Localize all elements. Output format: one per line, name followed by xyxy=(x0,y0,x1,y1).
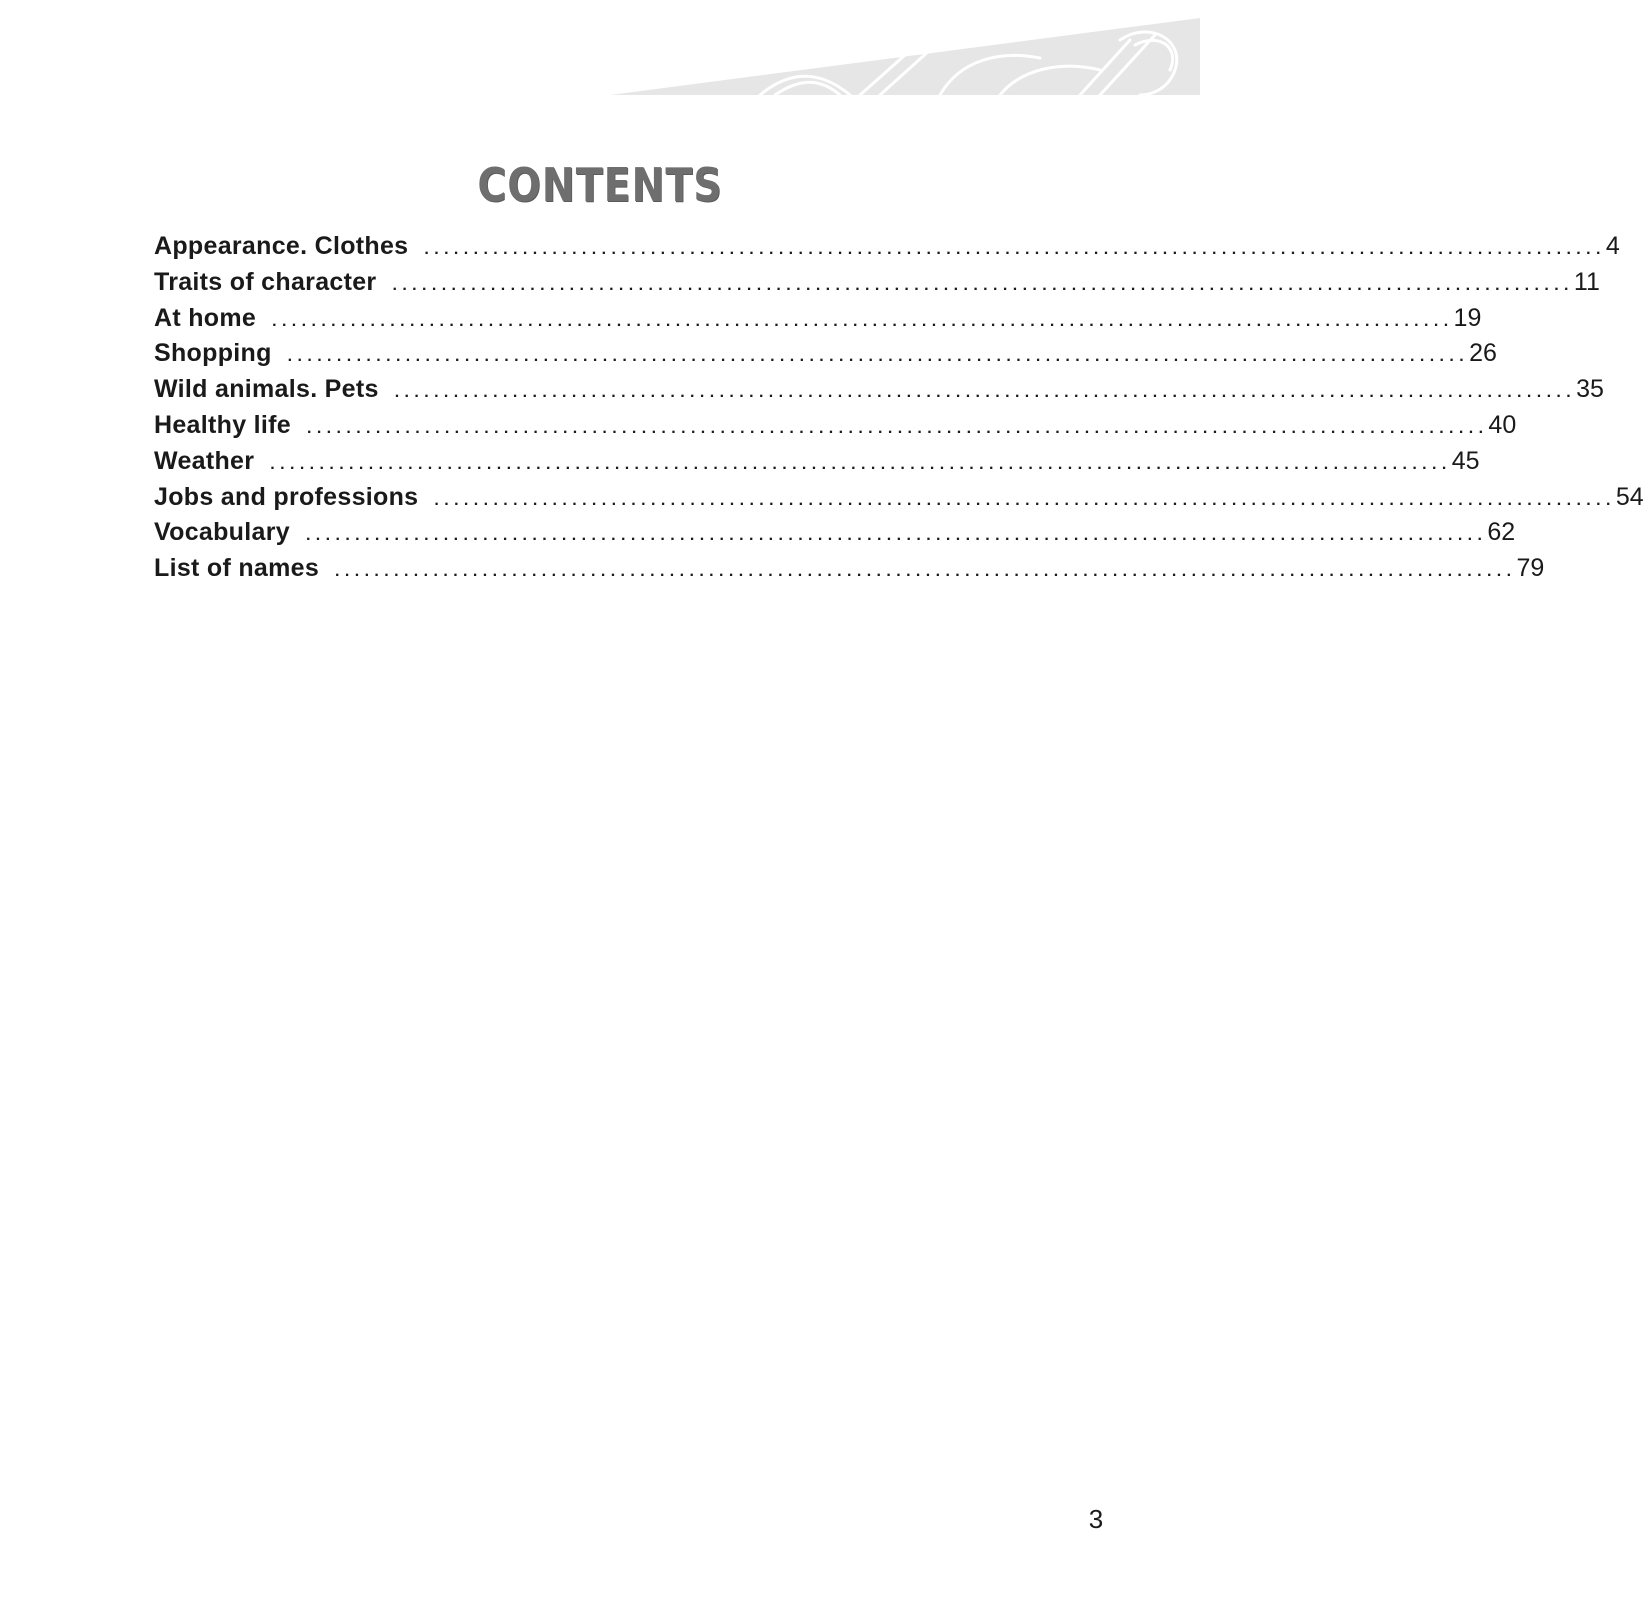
toc-entry-label: Shopping xyxy=(154,339,272,368)
toc-entry-page: 19 xyxy=(1453,303,1482,332)
toc-entry-label: Appearance. Clothes xyxy=(154,232,409,260)
toc-entry-page: 35 xyxy=(1576,375,1604,404)
toc-leader-dots: ........................................................................................................................ xyxy=(270,455,1452,473)
toc-entry[interactable] xyxy=(154,265,1600,301)
toc-entry-page: 4 xyxy=(1605,232,1620,260)
toc-leader-dots: ........................................................................................................................ xyxy=(434,491,1616,509)
toc-leader-dots: ........................................................................................................................ xyxy=(392,276,1574,294)
toc-entry-label: Vocabulary xyxy=(154,518,290,547)
toc-leader-dots: ........................................................................................................................ xyxy=(335,563,1517,581)
toc-entry-label: Healthy life xyxy=(154,410,291,439)
toc-entry-page: 54 xyxy=(1615,482,1644,511)
toc-entry[interactable] xyxy=(154,229,1620,265)
toc-entry-label: Jobs and professions xyxy=(154,482,419,511)
toc-leader-dots: ........................................................................................................................ xyxy=(272,312,1454,330)
toc-entry-page: 62 xyxy=(1487,518,1516,547)
toc-entry-page: 45 xyxy=(1451,446,1480,475)
toc-leader-dots: ........................................................................................................................ xyxy=(306,419,1489,437)
toc-entry-label: Wild animals. Pets xyxy=(154,375,379,404)
toc-entry[interactable] xyxy=(154,301,1482,337)
toc-entry-page: 40 xyxy=(1488,410,1517,439)
toc-entry[interactable] xyxy=(154,444,1480,480)
toc-leader-dots: ........................................................................................................................ xyxy=(305,527,1488,545)
toc-entry-label: Traits of character xyxy=(154,267,377,296)
toc-leader-dots: ........................................................................................................................ xyxy=(287,348,1470,366)
toc-entry[interactable] xyxy=(154,515,1516,551)
header-decoration xyxy=(0,0,1200,110)
toc-entry[interactable] xyxy=(154,372,1604,408)
toc-leader-dots: ........................................................................................................................ xyxy=(394,384,1577,402)
toc-leader-dots: ........................................................................................................................ xyxy=(424,241,1606,258)
table-of-contents xyxy=(154,229,1644,587)
toc-entry-label: List of names xyxy=(154,554,320,583)
toc-entry-label: Weather xyxy=(154,446,255,475)
toc-entry-page: 26 xyxy=(1469,339,1497,368)
toc-entry-label: At home xyxy=(154,303,257,332)
page-title: CONTENTS xyxy=(477,158,723,212)
toc-entry[interactable] xyxy=(154,551,1545,587)
toc-entry[interactable] xyxy=(154,480,1644,516)
toc-entry[interactable] xyxy=(154,408,1517,444)
toc-entry-page: 79 xyxy=(1516,554,1545,583)
toc-entry-page: 11 xyxy=(1573,267,1600,296)
toc-entry[interactable] xyxy=(154,336,1497,372)
page-number: 3 xyxy=(1088,1504,1104,1534)
